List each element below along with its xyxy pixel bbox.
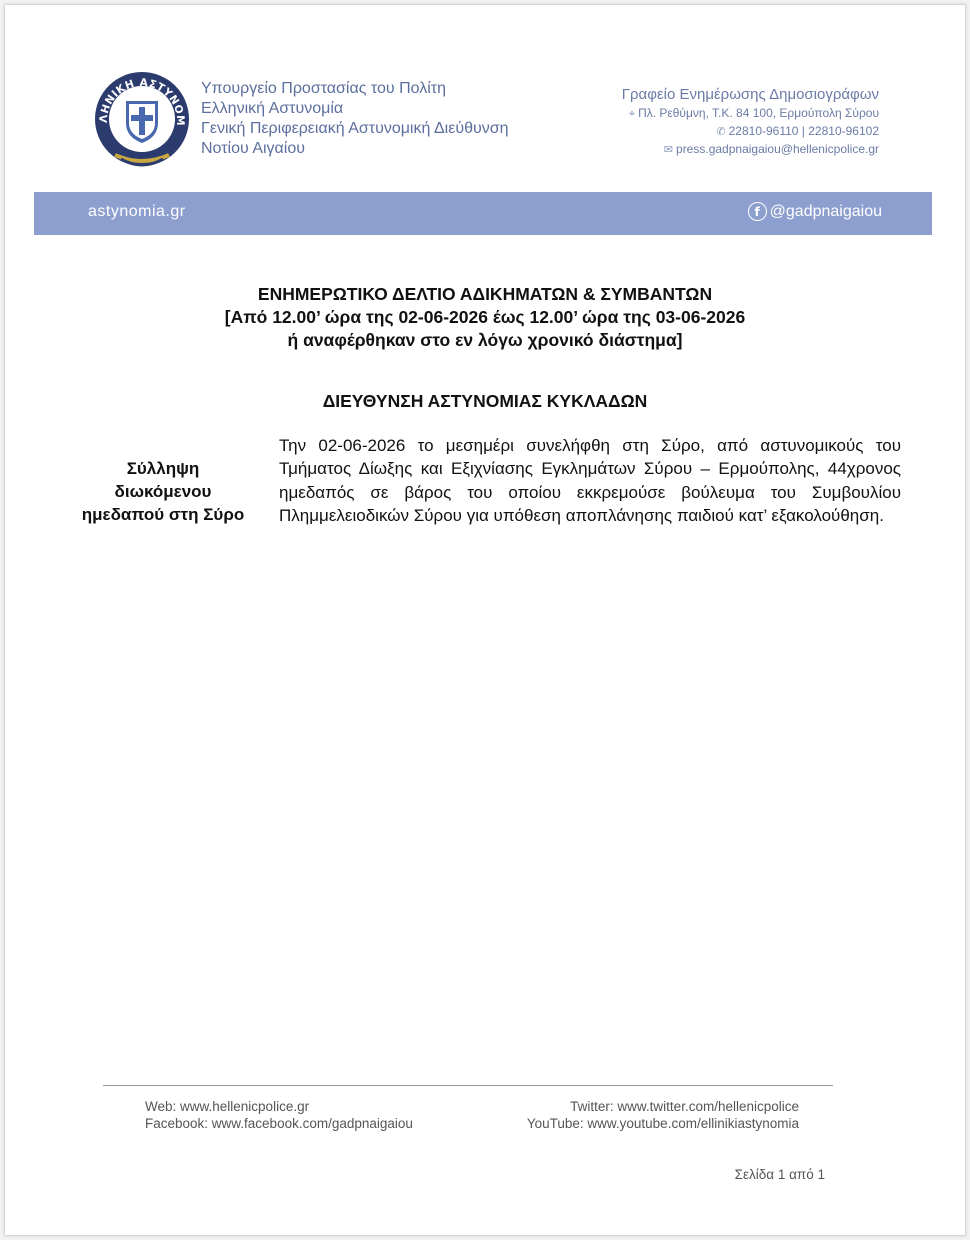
footer-divider	[103, 1085, 833, 1086]
press-email[interactable]: ✉ press.gadpnaigaiou@hellenicpolice.gr	[663, 142, 879, 156]
press-address: ⌖ Πλ. Ρεθύμνη, Τ.Κ. 84 100, Ερμούπολη Σύρου	[628, 106, 879, 120]
org-line-region: Νοτίου Αιγαίου	[201, 140, 305, 157]
facebook-handle: @gadpnaigaiou	[769, 202, 882, 220]
police-emblem-logo	[91, 67, 193, 177]
facebook-handle-link[interactable]	[748, 202, 882, 221]
footer-twitter-link[interactable]: Twitter: www.twitter.com/hellenicpolice	[570, 1099, 799, 1114]
bulletin-title-line2: [Από 12.00’ ώρα της 02-06-2026 έως 12.00’ ώρα της 03-06-2026	[224, 307, 746, 327]
site-link[interactable]: astynomia.gr	[88, 203, 186, 220]
footer-youtube-link[interactable]: YouTube: www.youtube.com/ellinikiastynomia	[526, 1116, 799, 1131]
org-line-ministry: Υπουργείο Προστασίας του Πολίτη	[201, 80, 446, 97]
facebook-icon: f	[748, 202, 767, 221]
article-heading	[65, 457, 261, 526]
press-office-block	[622, 85, 879, 159]
bulletin-title-line3: ή αναφέρθηκαν στο εν λόγω χρονικό διάστημα]	[287, 330, 683, 350]
envelope-icon: ✉	[663, 144, 674, 156]
footer-left-links	[145, 1098, 413, 1132]
document-page	[4, 4, 966, 1236]
press-office-title: Γραφείο Ενημέρωσης Δημοσιογράφων	[621, 86, 879, 103]
org-line-directorate: Γενική Περιφερειακή Αστυνομική Διεύθυνση	[201, 120, 509, 137]
bulletin-title	[5, 283, 965, 352]
section-title: ΔΙΕΥΘΥΝΣΗ ΑΣΤΥΝΟΜΙΑΣ ΚΥΚΛΑΔΩΝ	[322, 391, 648, 411]
footer-facebook-link[interactable]: Facebook: www.facebook.com/gadpnaigaiou	[145, 1116, 413, 1131]
article-heading-line3: ημεδαπού στη Σύρο	[81, 505, 245, 524]
article-body: Την 02-06-2026 το μεσημέρι συνελήφθη στη Σύρο, από αστυνομικούς του Τμήματος Δίωξης και Εξιχνίασης Εγκλημάτων Σύρου – Ερμούπολης, 44χρονος ημεδαπός σε βάρος του οποίου εκκρεμούσε βούλευμα του Συμβουλίου Πλημμελειοδικών Σύρου για υπόθεση αποπλάνησης παιδιού κατ’ εξακολούθηση.	[279, 436, 901, 526]
press-phone: ✆ 22810-96110 | 22810-96102	[716, 124, 879, 138]
phone-icon: ✆	[716, 126, 726, 138]
footer-right-links	[527, 1098, 799, 1132]
article-heading-line2: διωκόμενου	[114, 482, 212, 501]
footer-web-link[interactable]: Web: www.hellenicpolice.gr	[145, 1099, 310, 1114]
bulletin-title-line1: ΕΝΗΜΕΡΩΤΙΚΟ ΔΕΛΤΙΟ ΑΔΙΚΗΜΑΤΩΝ & ΣΥΜΒΑΝΤΩΝ	[257, 284, 713, 304]
header-band	[34, 192, 932, 235]
article-heading-line1: Σύλληψη	[126, 459, 200, 478]
logo-ring-text: ΛΗΝΙΚΗ ΑΣΤΥΝΟΜ	[97, 76, 187, 127]
org-line-police: Ελληνική Αστυνομία	[201, 100, 344, 117]
page-number: Σελίδα 1 από 1	[734, 1167, 825, 1182]
location-pin-icon: ⌖	[628, 108, 636, 120]
organization-block	[201, 79, 509, 159]
